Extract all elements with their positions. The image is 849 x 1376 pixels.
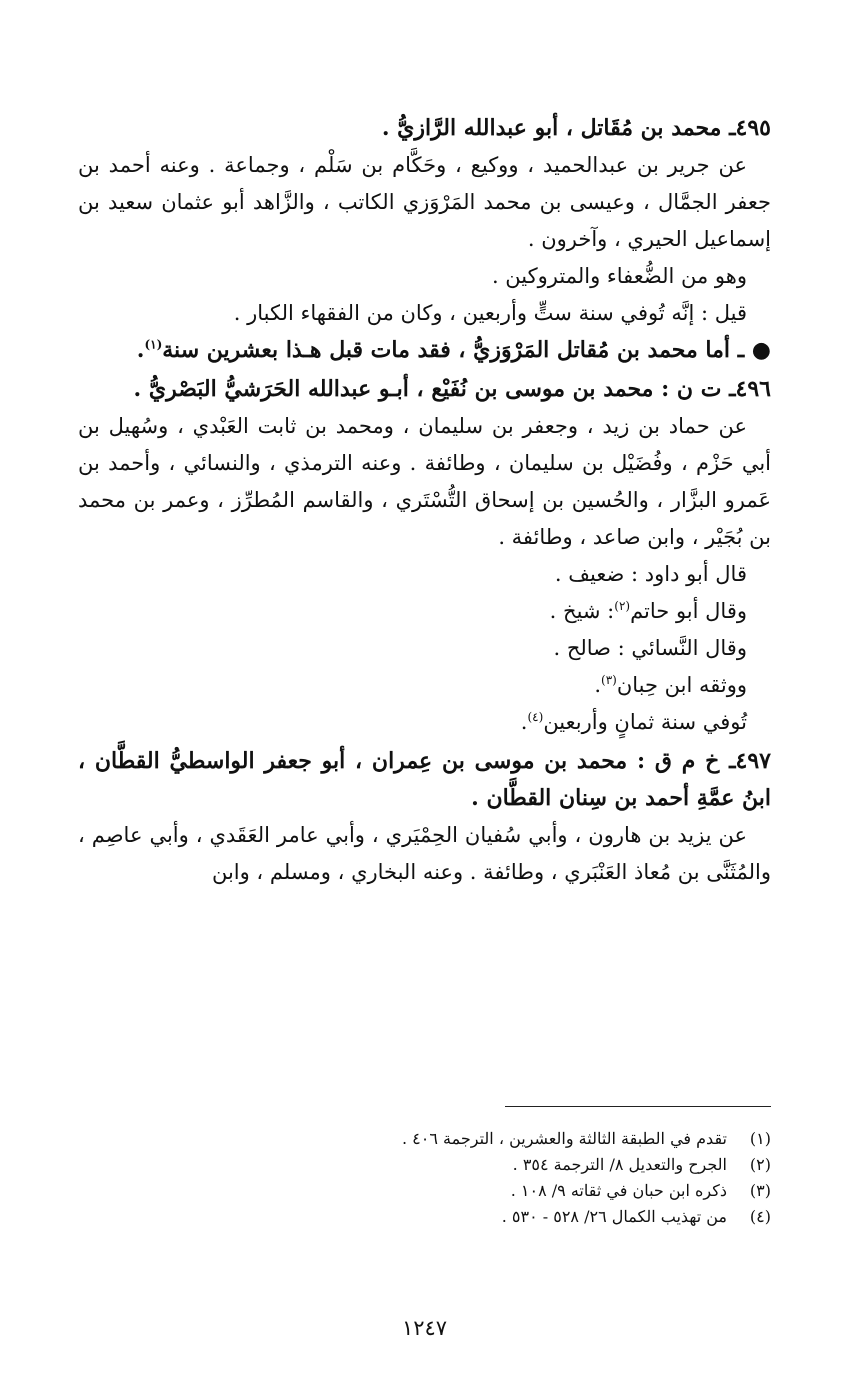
- entry-496-saying-4: [78, 667, 771, 704]
- saying-4-text: ووثقه ابن حِبان: [616, 673, 747, 697]
- footnote-3-number: (٣): [749, 1181, 771, 1200]
- footnote-divider: [505, 1106, 771, 1107]
- saying-5-text: تُوفي سنة ثمانٍ وأربعين: [543, 710, 747, 734]
- footnotes: [78, 1126, 771, 1230]
- footnote-ref-1: (١): [144, 337, 163, 352]
- footnote-1-number: (١): [749, 1129, 771, 1148]
- entry-495-note-end: .: [136, 337, 145, 363]
- footnote-4: [78, 1204, 771, 1230]
- entry-497-paragraph: عن يزيد بن هارون ، وأبي سُفيان الحِمْيَري ، وأبي عامر العَقَدي ، وأبي عاصِم ، والمُثَنَّى بن مُعاذ العَنْبَري ، وطائفة . وعنه البخاري ، ومسلم ، وابن: [78, 823, 771, 884]
- entry-495-line-2: وهو من الضُّعفاء والمتروكين .: [491, 264, 747, 288]
- footnote-ref-3: (٣): [601, 673, 617, 687]
- footnote-1: [78, 1126, 771, 1152]
- footnote-2: [78, 1152, 771, 1178]
- entry-495-line-3: قيل : إنَّه تُوفي سنة ستٍّ وأربعين ، وكان من الفقهاء الكبار .: [233, 301, 747, 325]
- footnote-4-number: (٤): [749, 1207, 771, 1226]
- entry-495-paragraph: عن جرير بن عبدالحميد ، ووكيع ، وحَكَّام بن سَلْم ، وجماعة . وعنه أحمد بن جعفر الجمَّال ، وعيسى بن محمد المَرْوَزي الكاتب ، والزَّاهد أبو عثمان سعيد بن إسماعيل الحيري ، وآخرون .: [78, 153, 771, 251]
- page-number: ١٢٤٧: [401, 1316, 448, 1340]
- entry-496-paragraph: عن حماد بن زيد ، وجعفر بن سليمان ، ومحمد بن ثابت العَبْدي ، وسُهيل بن أبي حَزْم ، وفُضَيْل بن سليمان ، وطائفة . وعنه الترمذي ، والنسائي ، وأحمد بن عَمرو البزَّار ، والحُسين بن إسحاق التُّسْتَري ، والقاسم المُطرِّز ، وعمر بن محمد بن بُجَيْر ، وابن صاعد ، وطائفة .: [78, 414, 771, 549]
- entry-496-saying-5: [78, 704, 771, 741]
- entry-495-note-text: ● ـ أما محمد بن مُقاتل المَرْوَزيُّ ، فقد مات قبل هـذا بعشرين سنة: [162, 337, 771, 363]
- entry-496-saying-3: وقال النَّسائي : صالح .: [553, 636, 747, 660]
- saying-2-end: : شيخ .: [549, 599, 615, 623]
- saying-5-end: .: [520, 710, 528, 734]
- saying-2-text: وقال أبو حاتم: [630, 599, 747, 623]
- footnote-1-text: تقدم في الطبقة الثالثة والعشرين ، الترجمة ٤٠٦ .: [402, 1129, 727, 1148]
- footnote-2-text: الجرح والتعديل ٨/ الترجمة ٣٥٤ .: [512, 1155, 727, 1174]
- entry-heading-496: ٤٩٦ـ ت ن : محمد بن موسى بن نُفَيْع ، أبـو عبدالله الحَرَشيُّ البَصْريُّ .: [133, 376, 771, 402]
- footnote-2-number: (٢): [749, 1155, 771, 1174]
- footnote-ref-4: (٤): [527, 710, 544, 724]
- entry-496-saying-2: [78, 593, 771, 630]
- entry-heading-497: ٤٩٧ـ خ م ق : محمد بن موسى بن عِمران ، أبو جعفر الواسطيُّ القطَّان ، ابنُ عمَّةِ أحمد بن سِنان القطَّان .: [78, 748, 771, 811]
- footnote-ref-2: (٢): [614, 599, 631, 613]
- saying-4-end: .: [594, 673, 601, 697]
- entry-496-saying-1: قال أبو داود : ضعيف .: [554, 562, 747, 586]
- footnote-3-text: ذكره ابن حبان في ثقاته ٩/ ١٠٨ .: [510, 1181, 727, 1200]
- entry-heading-495: ٤٩٥ـ محمد بن مُقَاتل ، أبو عبدالله الرَّازيُّ .: [381, 115, 771, 141]
- main-text: [78, 110, 771, 891]
- entry-495-note: [78, 332, 771, 369]
- footnote-3: [78, 1178, 771, 1204]
- footnote-4-text: من تهذيب الكمال ٢٦/ ٥٢٨ - ٥٣٠ .: [501, 1207, 727, 1226]
